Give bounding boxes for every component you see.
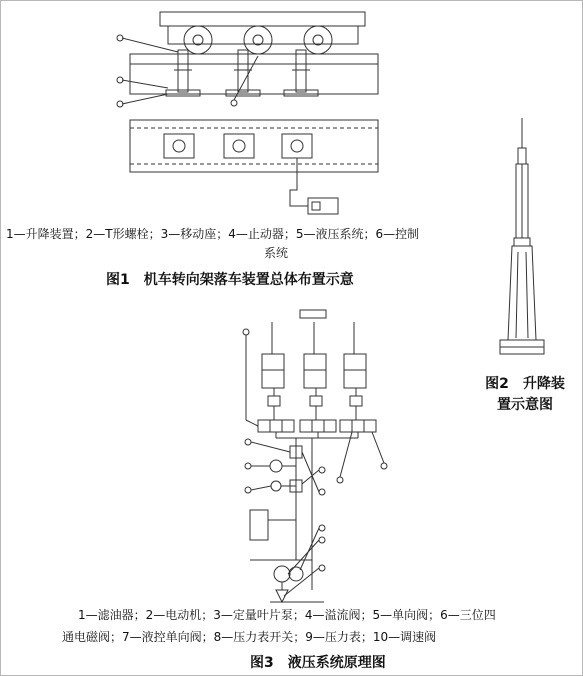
directional-valve-1: [258, 420, 294, 432]
figure-1-caption: 图1 机车转向架落车装置总体布置示意: [106, 272, 354, 288]
column-tag: [300, 310, 326, 318]
pressure-gauge: [270, 460, 282, 472]
figure-3-caption: 图3 液压系统原理图: [250, 655, 386, 671]
oil-filter: [276, 590, 288, 602]
figure-2-caption-line-1: 图2 升降装: [485, 376, 565, 392]
gauge-switch: [271, 481, 281, 491]
vane-pump: [274, 566, 290, 582]
figure-3-legend-line-1: 1—滤油器；2—电动机；3—定量叶片泵；4—溢流阀；5—单向阀；6—三位四: [78, 608, 496, 622]
cylinder-2: [304, 354, 326, 388]
figure-2-caption-line-2: 置示意图: [497, 397, 553, 413]
figure-1-legend-line-2: 系统: [264, 246, 289, 260]
cylinder-3: [344, 354, 366, 388]
cylinder-1: [262, 354, 284, 388]
directional-valve-3: [340, 420, 376, 432]
figure-1-legend-line-1: 1—升降装置；2—T形螺栓；3—移动座；4—止动器；5—液压系统；6—控制: [6, 227, 420, 241]
relief-valve: [250, 510, 268, 540]
figure-3-legend-line-2: 通电磁阀；7—液控单向阀；8—压力表开关；9—压力表；10—调速阀: [62, 630, 437, 644]
directional-valve-2: [300, 420, 336, 432]
